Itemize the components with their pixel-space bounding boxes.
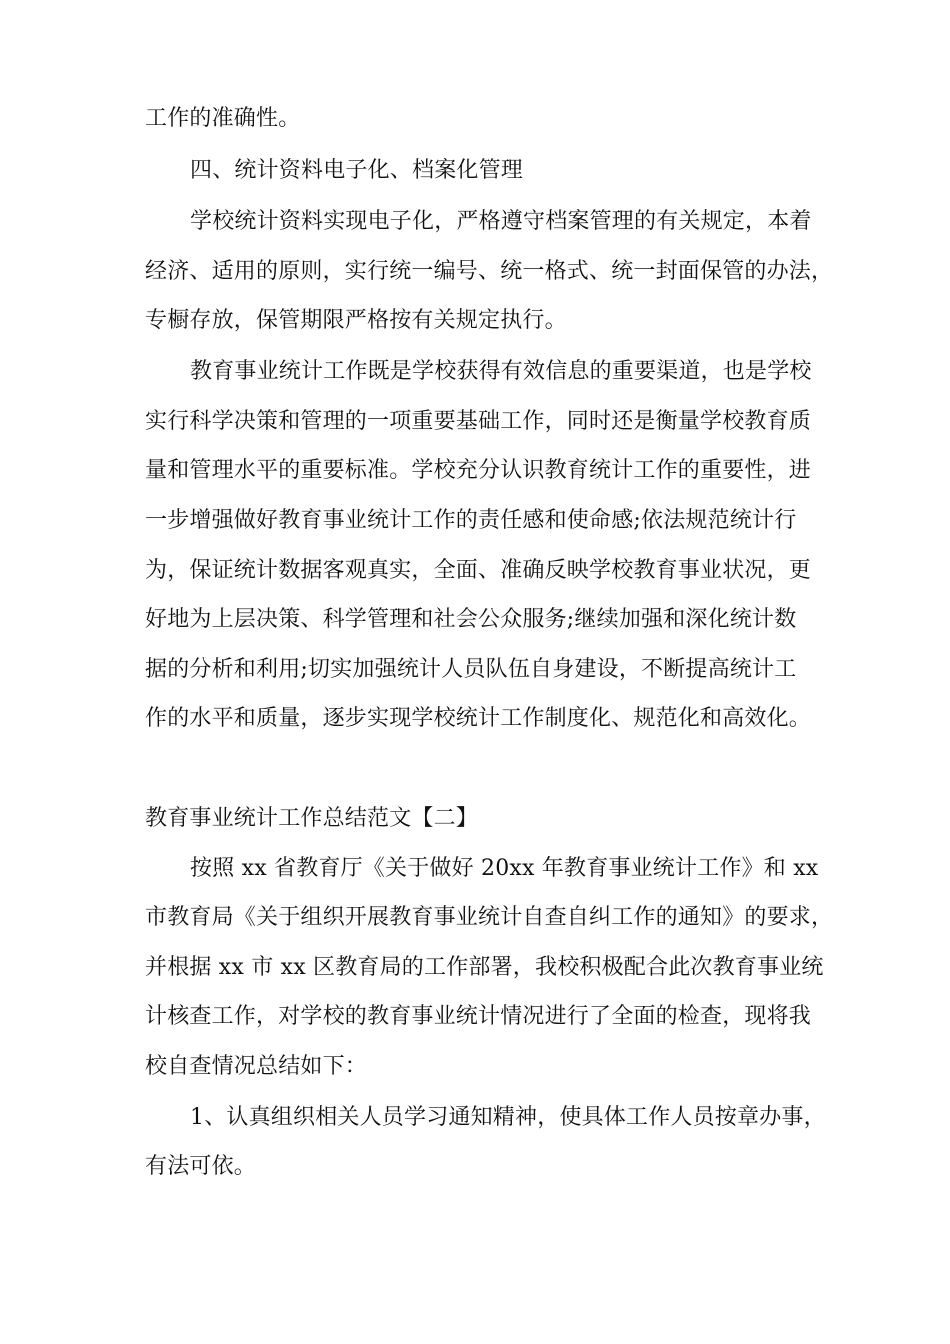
paragraph-line: 经济、适用的原则，实行统一编号、统一格式、统一封面保管的办法， <box>145 259 834 284</box>
paragraph-line: 教育事业统计工作既是学校获得有效信息的重要渠道，也是学校 <box>190 359 812 384</box>
paragraph-line: 量和管理水平的重要标准。学校充分认识教育统计工作的重要性，进 <box>145 458 812 483</box>
paragraph-line: 市教育局《关于组织开展教育事业统计自查自纠工作的通知》的要求， <box>145 905 834 930</box>
paragraph-line: 好地为上层决策、科学管理和社会公众服务;继续加强和深化统计数 <box>145 607 797 632</box>
paragraph-line: 一步增强做好教育事业统计工作的责任感和使命感;依法规范统计行 <box>145 508 797 533</box>
paragraph-line: 据的分析和利用;切实加强统计人员队伍自身建设，不断提高统计工 <box>145 657 797 682</box>
section-title: 教育事业统计工作总结范文【二】 <box>145 806 479 831</box>
paragraph-line: 工作的准确性。 <box>145 106 301 131</box>
paragraph-line: 实行科学决策和管理的一项重要基础工作，同时还是衡量学校教育质 <box>145 409 812 434</box>
paragraph-line: 专橱存放，保管期限严格按有关规定执行。 <box>145 308 567 333</box>
paragraph-line: 学校统计资料实现电子化，严格遵守档案管理的有关规定，本着 <box>190 209 812 234</box>
paragraph-line: 计核查工作，对学校的教育事业统计情况进行了全面的检查，现将我 <box>145 1004 812 1029</box>
paragraph-line: 作的水平和质量，逐步实现学校统计工作制度化、规范化和高效化。 <box>145 706 812 731</box>
paragraph-line: 为，保证统计数据客观真实，全面、准确反映学校教育事业状况，更 <box>145 558 812 583</box>
paragraph-line: 按照 xx 省教育厅《关于做好 20xx 年教育事业统计工作》和 xx <box>190 856 819 881</box>
paragraph-line: 有法可依。 <box>145 1154 257 1179</box>
paragraph-line: 并根据 xx 市 xx 区教育局的工作部署，我校积极配合此次教育事业统 <box>145 955 824 980</box>
paragraph-line: 1、认真组织相关人员学习通知精神，使具体工作人员按章办事， <box>190 1105 826 1130</box>
section-heading: 四、统计资料电子化、档案化管理 <box>190 158 524 183</box>
paragraph-line: 校自查情况总结如下： <box>145 1054 368 1079</box>
